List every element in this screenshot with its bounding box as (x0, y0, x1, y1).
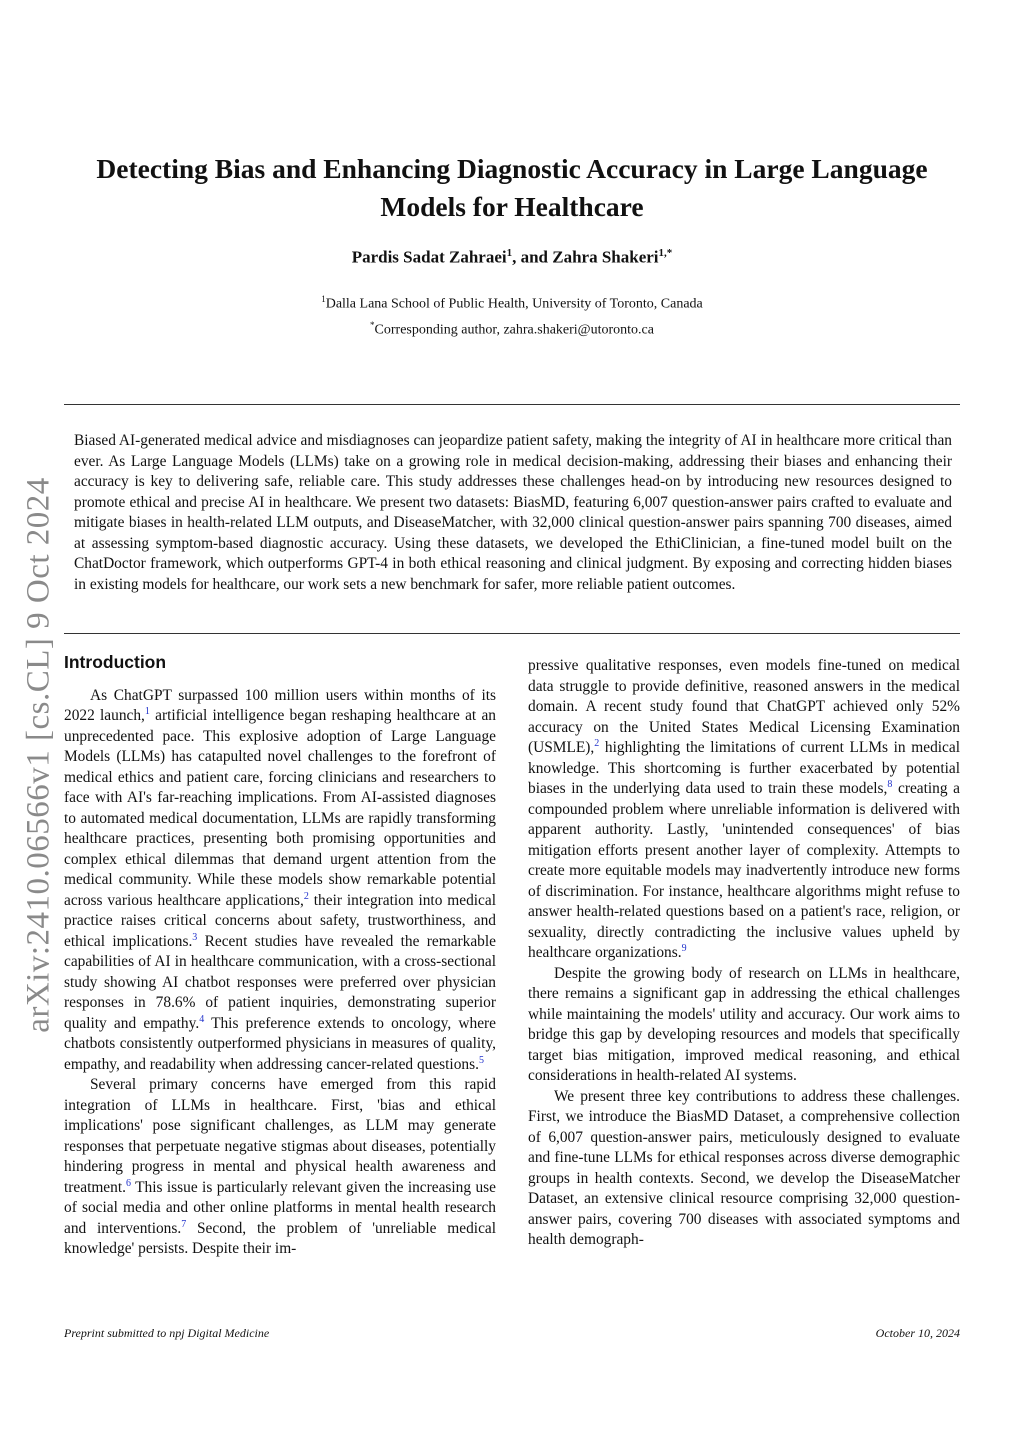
abstract-bottom-rule (64, 633, 960, 634)
citation-link[interactable]: 9 (681, 942, 687, 954)
corresponding-author-line: *Corresponding author, zahra.shakeri@utoronto.ca (370, 319, 654, 338)
affiliations (60, 289, 964, 340)
arxiv-stamp: arXiv:2410.06566v1 [cs.CL] 9 Oct 2024 (20, 477, 57, 1033)
citation-link[interactable]: 7 (181, 1218, 187, 1230)
citation-link[interactable]: 2 (594, 737, 600, 749)
left-column (64, 652, 496, 1260)
author-list (60, 247, 964, 268)
paragraph: Several primary concerns have emerged from this rapid integration of LLMs in healthcare. First, 'bias and ethical implications' pose significant challenges, as LLM may generate responses that perpetuate negative stigmas about diseases, potentially hindering progress in mental and physical health awareness and treatment.$^6$ This issue is particularly relevant given the increasing use of social media and other online platforms in mental health research and interventions.$^7$ Second, the problem of 'unreliable medical knowledge' persists. Despite their im- (64, 1076, 497, 1257)
section-heading: Introduction (64, 652, 167, 672)
abstract: Biased AI-generated medical advice and misdiagnoses can jeopardize patient safety, making the integrity of AI in healthcare more critical than ever. As Large Language Models (LLMs) take on a growing role in medical decision-making, addressing their biases and enhancing their accuracy is key to delivering safe, reliable care. This study addresses these challenges head-on by introducing new resources designed to promote ethical and precise AI in healthcare. We present two datasets: BiasMD, featuring 6,007 question-answer pairs crafted to evaluate and mitigate biases in health-related LLM outputs, and DiseaseMatcher, with 32,000 clinical question-answer pairs spanning 700 diseases, aimed at assessing symptom-based diagnostic accuracy. Using these datasets, we developed the EthiClinician, a fine-tuned model built on the ChatDoctor framework, which outperforms GPT-4 in both ethical reasoning and clinical judgment. By exposing and correcting hidden biases in existing models for healthcare, our work sets a new benchmark for safer, more reliable patient outcomes. (74, 432, 952, 593)
paragraph: As ChatGPT surpassed 100 million users within months of its 2022 launch,$^1$ artificial intelligence began reshaping healthcare at an unprecedented pace. This explosive adoption of Large Language Models (LLMs) has catapulted novel challenges to the forefront of medical ethics and patient care, forcing clinicians and researchers to face with AI's far-reaching implications. From AI-assisted diagnoses to automated medical documentation, LLMs are rapidly transforming healthcare practices, presenting both promising opportunities and complex ethical dilemmas that demand urgent attention from the medical community. While these models show remarkable potential across various healthcare applications,$^2$ their integration into medical practice raises critical concerns about safety, trustworthiness, and ethical implications.$^3$ Recent studies have revealed the remarkable capabilities of AI in healthcare communication, with a cross-sectional study showing AI chatbot responses were preferred over physician responses in 78.6% of patient inquiries, demonstrating superior quality and empathy.$^4$ This preference extends to oncology, where chatbots consistently outperformed physicians in measures of quality, empathy, and readability when addressing cancer-related questions.$^5$ (64, 686, 496, 1073)
abstract-top-rule (64, 404, 960, 405)
author-name: Zahra Shakeri (552, 247, 659, 267)
author-affiliation-marker: 1 (506, 247, 513, 259)
footer-venue: Preprint submitted to npj Digital Medicine (64, 1326, 270, 1340)
footer-date: October 10, 2024 (875, 1326, 960, 1340)
affiliation-line: $^1$Dalla Lana School of Public Health, University of Toronto, Canada (321, 294, 703, 312)
paragraph: We present three key contributions to address these challenges. First, we introduce the BiasMD Dataset, a comprehensive collection of 6,007 question-answer pairs, meticulously designed to evaluate and fine-tune LLMs for ethical responses across diverse demographic groups in health contexts. Second, we develop the DiseaseMatcher Dataset, an extensive clinical resource comprising 32,000 question-answer pairs, covering 700 diseases with associated symptoms and health demograph- (528, 1087, 960, 1248)
citation-link[interactable]: 6 (125, 1177, 131, 1189)
paragraph-continued: pressive qualitative responses, even models fine-tuned on medical data struggle to provide definitive, reasoned answers in the medical domain. A recent study found that ChatGPT achieved only 52% accuracy on the United States Medical Licensing Examination (USMLE),$^2$ highlighting the limitations of current LLMs in medical knowledge. This shortcoming is further exacerbated by potential biases in the underlying data used to train these models,$^8$ creating a compounded problem where unreliable information is delivered with apparent authority. Lastly, 'unintended consequences' of bias mitigation efforts present another layer of complexity. Attempts to create more equitable models may inadvertently introduce new forms of discrimination. For instance, healthcare algorithms might refuse to answer health-related questions based on a patient's race, religion, or sexuality, directly contradicting the inclusive values upheld by healthcare organizations.$^9$ (528, 657, 960, 961)
citation-link[interactable]: 4 (199, 1013, 205, 1025)
citation-link[interactable]: 5 (478, 1054, 484, 1066)
paper-title: Detecting Bias and Enhancing Diagnostic Accuracy in Large Language Models for Healthcare (96, 153, 928, 222)
author-affiliation-marker: 1,* (658, 247, 673, 259)
author-separator: , and (512, 247, 553, 267)
paragraph: Despite the growing body of research on LLMs in healthcare, there remains a significant gap in addressing the ethical challenges while maintaining the models' utility and accuracy. Our work aims to bridge this gap by developing resources and models that specifically target bias mitigation, improved medical reasoning, and ethical considerations in health-related AI systems. (528, 964, 960, 1084)
citation-link[interactable]: 1 (144, 705, 150, 717)
author-name: Pardis Sadat Zahraei (351, 247, 507, 267)
right-column (528, 656, 960, 1251)
citation-link[interactable]: 3 (192, 931, 198, 943)
citation-link[interactable]: 8 (887, 778, 893, 790)
citation-link[interactable]: 2 (303, 890, 309, 902)
